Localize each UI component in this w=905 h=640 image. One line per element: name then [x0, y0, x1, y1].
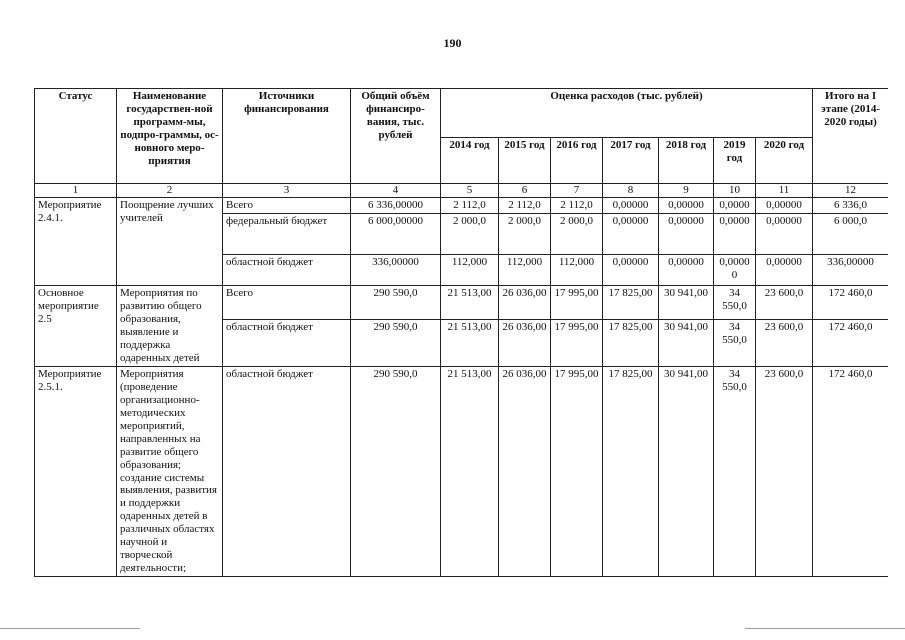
budget-table-container — [34, 88, 888, 607]
row-year-value: 0,00000 — [756, 213, 813, 254]
column-number: 7 — [551, 184, 603, 198]
scan-edge-line — [745, 628, 905, 629]
column-number: 9 — [659, 184, 714, 198]
column-number: 3 — [223, 184, 351, 198]
header-year: 2016 год — [551, 138, 603, 184]
column-number: 4 — [351, 184, 441, 198]
row-year-value: 21 513,00 — [441, 285, 499, 319]
row-year-value: 2 112,0 — [441, 197, 499, 213]
header-year: 2018 год — [659, 138, 714, 184]
column-number: 10 — [714, 184, 756, 198]
row-year-value: 0,00000 — [756, 254, 813, 285]
row-year-value: 0,00000 — [603, 254, 659, 285]
row-name: Поощрение лучших учителей — [117, 197, 223, 285]
row-source: областной бюджет — [223, 319, 351, 366]
header-estimate: Оценка расходов (тыс. рублей) — [441, 89, 813, 138]
row-year-value: 30 941,00 — [659, 319, 714, 366]
row-source: областной бюджет — [223, 366, 351, 577]
row-source: областной бюджет — [223, 254, 351, 285]
row-year-value: 17 995,00 — [551, 319, 603, 366]
row-year-value: 17 825,00 — [603, 366, 659, 577]
header-year: 2017 год — [603, 138, 659, 184]
row-year-value: 26 036,00 — [499, 319, 551, 366]
row-name: Мероприятия (проведение организационно-методических мероприятий, направленных на развитие общего образования; создание системы выявления, развития и поддержки одаренных детей в различных областях научной и творческой деятельности; — [117, 366, 223, 577]
row-final: 172 460,0 — [813, 319, 888, 366]
column-number: 12 — [813, 184, 888, 198]
row-year-value: 0,00000 — [659, 254, 714, 285]
header-year: 2014 год — [441, 138, 499, 184]
table-row — [35, 197, 889, 213]
row-year-value: 0,00000 — [659, 197, 714, 213]
row-year-value: 30 941,00 — [659, 285, 714, 319]
row-year-value: 23 600,0 — [756, 285, 813, 319]
header-row-1 — [35, 89, 889, 138]
header-sources: Источники финансирования — [223, 89, 351, 184]
row-year-value: 112,000 — [441, 254, 499, 285]
row-final: 6 000,0 — [813, 213, 888, 254]
table-row — [35, 366, 889, 577]
row-year-value: 2 112,0 — [499, 197, 551, 213]
row-total: 6 000,00000 — [351, 213, 441, 254]
row-total: 290 590,0 — [351, 319, 441, 366]
row-year-value: 2 000,0 — [499, 213, 551, 254]
row-final: 172 460,0 — [813, 366, 888, 577]
row-source: Всего — [223, 197, 351, 213]
row-year-value: 30 941,00 — [659, 366, 714, 577]
row-year-value: 0,0000 0 — [714, 254, 756, 285]
row-year-value: 17 825,00 — [603, 319, 659, 366]
row-year-value: 0,00000 — [659, 213, 714, 254]
row-year-value: 21 513,00 — [441, 366, 499, 577]
row-year-value: 23 600,0 — [756, 319, 813, 366]
row-status: Основное мероприятие 2.5 — [35, 285, 117, 366]
row-year-value: 0,0000 — [714, 213, 756, 254]
row-year-value: 2 112,0 — [551, 197, 603, 213]
header-year: 2019 год — [714, 138, 756, 184]
page-number: 190 — [443, 36, 462, 50]
row-year-value: 26 036,00 — [499, 285, 551, 319]
row-final: 172 460,0 — [813, 285, 888, 319]
row-year-value: 17 995,00 — [551, 366, 603, 577]
scan-edge-line — [0, 628, 140, 629]
row-year-value: 112,000 — [551, 254, 603, 285]
row-year-value: 23 600,0 — [756, 366, 813, 577]
row-source: Всего — [223, 285, 351, 319]
row-year-value: 17 995,00 — [551, 285, 603, 319]
row-total: 290 590,0 — [351, 366, 441, 577]
table-row — [35, 285, 889, 319]
row-status: Мероприятие 2.5.1. — [35, 366, 117, 577]
row-year-value: 2 000,0 — [441, 213, 499, 254]
row-total: 290 590,0 — [351, 285, 441, 319]
row-year-value: 2 000,0 — [551, 213, 603, 254]
row-status: Мероприятие 2.4.1. — [35, 197, 117, 285]
row-year-value: 17 825,00 — [603, 285, 659, 319]
column-number: 6 — [499, 184, 551, 198]
row-year-value: 34 550,0 — [714, 366, 756, 577]
row-total: 336,00000 — [351, 254, 441, 285]
column-number: 8 — [603, 184, 659, 198]
row-year-value: 0,0000 — [714, 197, 756, 213]
header-year: 2015 год — [499, 138, 551, 184]
row-year-value: 0,00000 — [756, 197, 813, 213]
header-total-volume: Общий объём финансиро-вания, тыс. рублей — [351, 89, 441, 184]
row-year-value: 0,00000 — [603, 213, 659, 254]
row-year-value: 0,00000 — [603, 197, 659, 213]
column-number-row — [35, 184, 889, 198]
row-source: федеральный бюджет — [223, 213, 351, 254]
row-final: 6 336,0 — [813, 197, 888, 213]
header-final: Итого на I этапе (2014-2020 годы) — [813, 89, 888, 184]
column-number: 11 — [756, 184, 813, 198]
column-number: 2 — [117, 184, 223, 198]
row-year-value: 34 550,0 — [714, 319, 756, 366]
column-number: 5 — [441, 184, 499, 198]
row-final: 336,00000 — [813, 254, 888, 285]
header-name: Наименование государствен-ной программ-мы, подпро-граммы, ос-новного меро-приятия — [117, 89, 223, 184]
column-number: 1 — [35, 184, 117, 198]
header-status: Статус — [35, 89, 117, 184]
budget-table — [34, 88, 888, 577]
row-year-value: 26 036,00 — [499, 366, 551, 577]
header-year: 2020 год — [756, 138, 813, 184]
row-year-value: 21 513,00 — [441, 319, 499, 366]
row-year-value: 112,000 — [499, 254, 551, 285]
row-name: Мероприятия по развитию общего образования, выявление и поддержка одаренных детей — [117, 285, 223, 366]
row-total: 6 336,00000 — [351, 197, 441, 213]
row-year-value: 34 550,0 — [714, 285, 756, 319]
